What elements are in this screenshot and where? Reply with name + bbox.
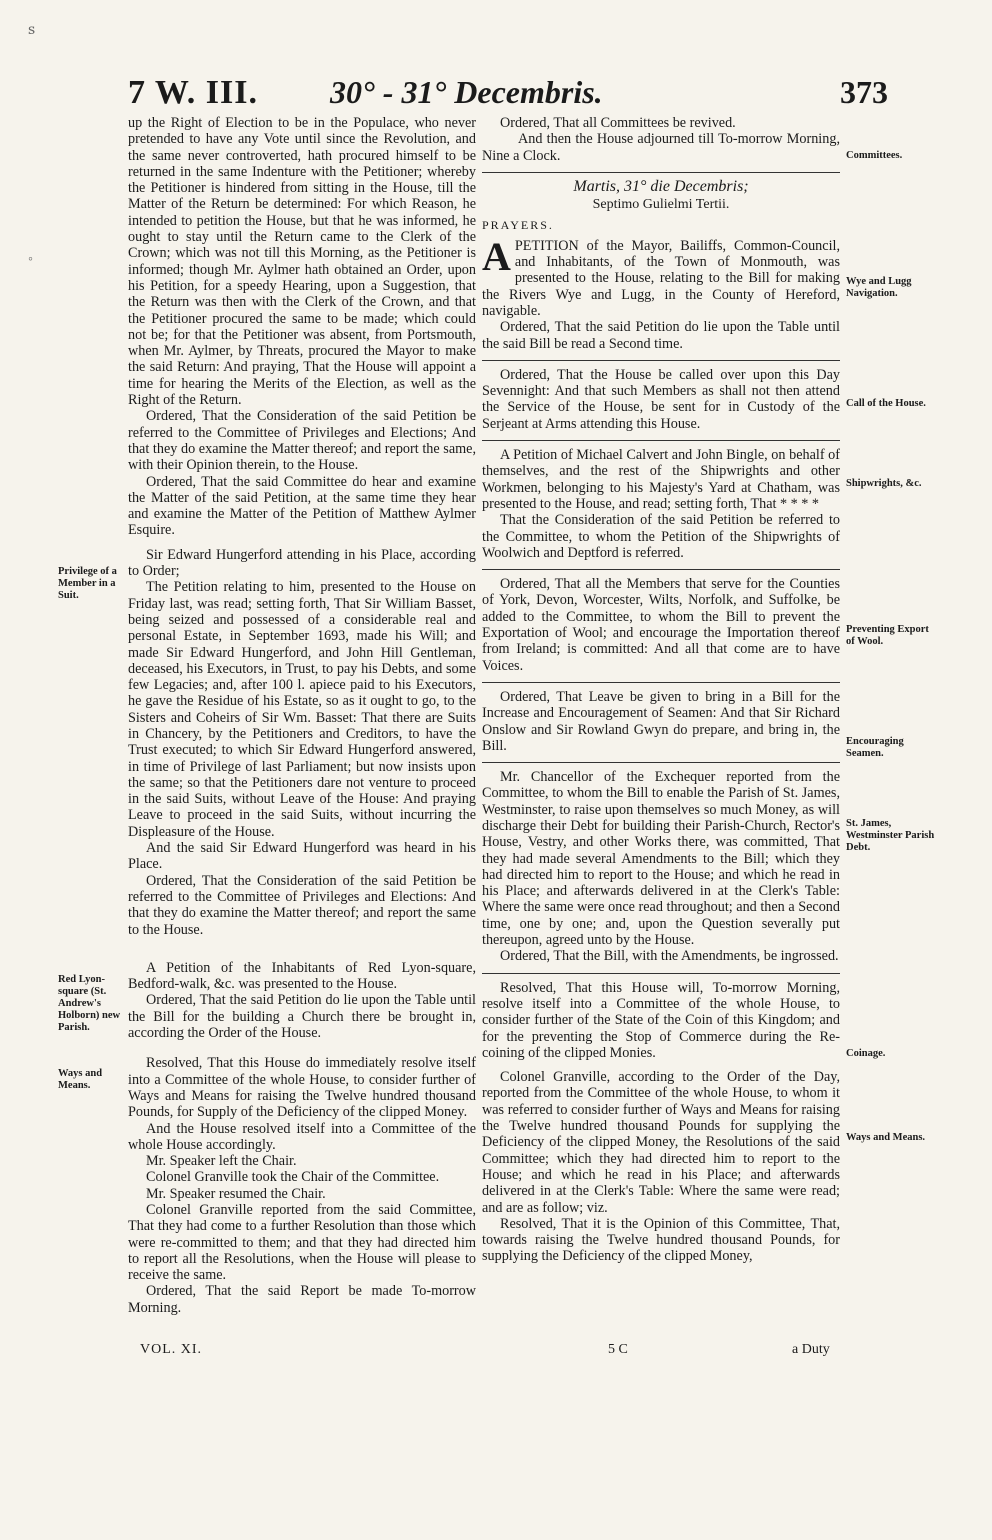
paragraph: That the Consideration of the said Petition be referred to the Committee, to whom the Petition of the Shipwrights of Woolwich and Deptford is referred. [482,512,840,561]
paragraph: Ordered, That Leave be given to bring in a Bill for the Increase and Encouragement of Seamen: And that Sir Richard Onslow and Sir Rowland Gwyn do prepare, and bring in, the Bill. [482,688,840,754]
dateline: Martis, 31° die Decembris; [573,177,749,195]
paragraph: Colonel Granville, according to the Order of the Day, reported from the Committee of the whole House, to whom it was referred to consider further of Ways and Means for raising the Twelve hundred thousand Pounds for supplying the Deficiency of the clipped Money, the Resolutions of the said Committee; which they had directed him to report to the House; and which he read in his Place; and afterwards delivered in at the Clerk's Table: Where the same were read; and are as follow; viz. [482,1069,840,1216]
regnal-year: Septimo Gulielmi Tertii. [592,197,730,213]
footer-volume: VOL. XI. [140,1342,203,1357]
paragraph: Ordered, That the Bill, with the Amendments, be ingrossed. [500,948,839,965]
paragraph: Colonel Granville reported from the said Committee, That they had come to a further Resolution than those which were re-committed to them; and that they had directed him to report all the Resolutions, when the House will please to receive the same. [128,1202,476,1284]
paragraph: And the House resolved itself into a Committee of the whole House accordingly. [128,1120,476,1153]
margin-note-st-james: St. James, Westminster Parish Debt. [846,818,935,853]
paragraph: Ordered, That all the Members that serve for the Counties of York, Devon, Worcester, Wilts, Norfolk, and Suffolke, be added to the Committee, to whom the Bill to prevent the Exportation of Wool; and encourage the Importation thereof from Ireland; is committed: And all that come are to have Voices. [482,576,840,674]
paragraph: A Petition of Michael Calvert and John Bingle, on behalf of themselves, and the rest of the Shipwrights and other Workmen, belonging to his Majesty's Yard at Chatham, was presented to the House, and read; setting forth, That * * * * [482,447,840,512]
section-rule [482,569,840,570]
paragraph: Ordered, That the said Report be made To-morrow Morning. [128,1283,476,1316]
paragraph: Ordered, That the Consideration of the said Petition be referred to the Committee of Privileges and Elections; And that they do examine the Matter thereof; and report the same, with their Opinion therein, to the House. [128,408,476,474]
margin-note-wool: Preventing Export of Wool. [846,624,929,647]
section-rule [482,682,840,683]
margin-note-ways-means: Ways and Means. [58,1068,103,1091]
paragraph: And then the House adjourned till To-morrow Morning, Nine a Clock. [482,131,840,164]
header-page-number: 373 [840,74,888,110]
paragraph: Ordered, That all Committees be revived. [500,115,736,131]
margin-note-privilege: Privilege of a Member in a Suit. [58,566,117,601]
paragraph: Mr. Speaker left the Chair. [146,1153,297,1170]
paragraph: A Petition of the Inhabitants of Red Lyon-square, Bedford-walk, &c. was presented to the House. [128,959,476,993]
paragraph: Mr. Chancellor of the Exchequer reported from the Committee, to whom the Bill to enable the Parish of St. James, Westminster, to raise upon themselves so much Money, as will discharge their Debt for building their Parish-Church, Rector's House, Vestry, and other Works there, was committed, That they had made several Amendments to the Bill; which they had directed him to report to the House; and which he read in his Place; and afterwards delivered in at the Clerk's Table: Where the same were once read throughout; and then a Second time, one by one; and, upon the Question severally put thereupon, agreed unto by the House. [482,769,840,949]
section-rule [482,762,840,763]
section-rule [482,973,840,974]
paragraph: Ordered, That the House be called over upon this Day Sevennight: And that such Members as shall not then attend the Service of the House, be sent for in Custody of the Serjeant at Arms attending this House. [482,366,840,432]
paragraph: Colonel Granville took the Chair of the Committee. [146,1169,440,1186]
paragraph: Ordered, That the Consideration of the said Petition be referred to the Committee of Privileges and Elections: And that they do examine the Matter thereof; and report the same to the House. [128,872,476,938]
margin-note-shipwrights: Shipwrights, &c. [846,478,922,489]
drop-cap: A [482,233,511,279]
left-column [128,115,476,1316]
paragraph: Resolved, That it is the Opinion of this Committee, That, towards raising the Twelve hundred thousand Pounds, for supplying the Deficiency of the clipped Money, [482,1215,840,1265]
header-dates: 30° - 31° Decembris. [330,74,603,110]
margin-note-committees: Committees. [846,150,903,161]
prayers-heading: PRAYERS. [482,218,554,233]
paragraph: PETITION of the Mayor, Bailiffs, Common-Council, and Inhabitants, of the Town of Monmouth, was presented to the House, relating to the Bill for making the Rivers Wye and Lugg, in the County of Hereford, navigable. [482,237,840,319]
section-rule [482,440,840,441]
paragraph: Ordered, That the said Committee do hear and examine the Matter of the said Petition, at the same time they hear and examine the Matter of the Petition of Matthew Aylmer Esquire. [128,473,476,539]
header-regnal: 7 W. III. [128,74,258,111]
right-column [482,115,840,1265]
margin-note-wye-lugg: Wye and Lugg Navigation. [846,276,912,299]
circle-mark-icon: ◦ [28,252,33,267]
margin-note-ways-means-right: Ways and Means. [846,1132,926,1143]
footer-catchword: a Duty [792,1342,830,1357]
corner-mark-icon: ꜱ [28,23,36,38]
footer-signature: 5 C [608,1342,628,1357]
margin-note-call-house: Call of the House. [846,398,926,409]
paragraph: Resolved, That this House will, To-morrow Morning, resolve itself into a Committee of the whole House, to consider further of the State of the Coin of this Kingdom; and for the preventing the Stop of Commerce during the Re-coining of the clipped Monies. [482,979,840,1061]
paragraph: Ordered, That the said Petition do lie upon the Table until the Bill for the building a Church there be brought in, according the Order of the House. [128,992,476,1042]
paragraph: Resolved, That this House do immediately resolve itself into a Committee of the whole House, to consider further of Ways and Means for raising the Twelve hundred thousand Pounds, for Supply of the Deficiency of the clipped Money. [128,1055,476,1121]
paragraph: Ordered, That the said Petition do lie upon the Table until the said Bill be read a Second time. [482,319,840,352]
paragraph: Sir Edward Hungerford attending in his Place, according to Order; [128,546,476,580]
paragraph: up the Right of Election to be in the Populace, who never pretended to have any Vote until since the Revolution, and the same never controverted, hath procured himself to be returned in the same Indenture with the Petitioner; whereby the Petitioner is hindered from sitting in the House, till the Matter of the Return be determined: For which Reason, he intended to petition the House, but that he was informed, he ought to stay until the Return came to the Clerk of the Crown; which was not till this Morning, as the Petitioner is informed; though Mr. Aylmer hath obtained an Order, upon his Petition, for a speedy Hearing, upon a Suggestion, that the Return was then with the Clerk of the Crown, and that the Petitioner procured the same to be made; which could not be; for that the Petitioner was absent, from Portsmouth, when Mr. Aylmer, by Threats, procured the Mayor to make the said Return: And praying, That the House will appoint a time for hearing the Merits of the Election, as well as the Right of the Return. [128,115,476,409]
paragraph: Mr. Speaker resumed the Chair. [146,1185,326,1202]
section-rule [482,172,840,173]
margin-note-seamen: Encouraging Seamen. [846,736,904,759]
section-rule [482,360,840,361]
paragraph: And the said Sir Edward Hungerford was heard in his Place. [128,840,476,873]
paragraph: The Petition relating to him, presented to the House on Friday last, was read; setting forth, That Sir William Basset, being seized and possessed of a considerable real and personal Estate, in September 1693, made his Will; and made Sir Edward Hungerford, and John Hill Gentleman, deceased, his Executors, in Trust, to pay his Debts, and some few Legacies; and, after 100 l. apiece paid to his Executors, he gave the Residue of his Estate, so as it ought to go, to the Sisters and Coheirs of Sir Wm. Basset: That there are Suits in Chancery, by the Petitioners and Creditors, to have the Trust executed; to which Sir Edward Hungerford answered, in time of Privilege of last Parliament; but now insists upon the same; so that the Petitioners dare not venture to proceed in the said Suits, without Leave of the House: And praying Leave to proceed in the said Suits, without incurring the Displeasure of the House. [128,579,476,840]
margin-note-red-lyon: Red Lyon-square (St. Andrew's Holborn) new Parish. [58,974,121,1033]
margin-note-coinage: Coinage. [846,1048,886,1059]
